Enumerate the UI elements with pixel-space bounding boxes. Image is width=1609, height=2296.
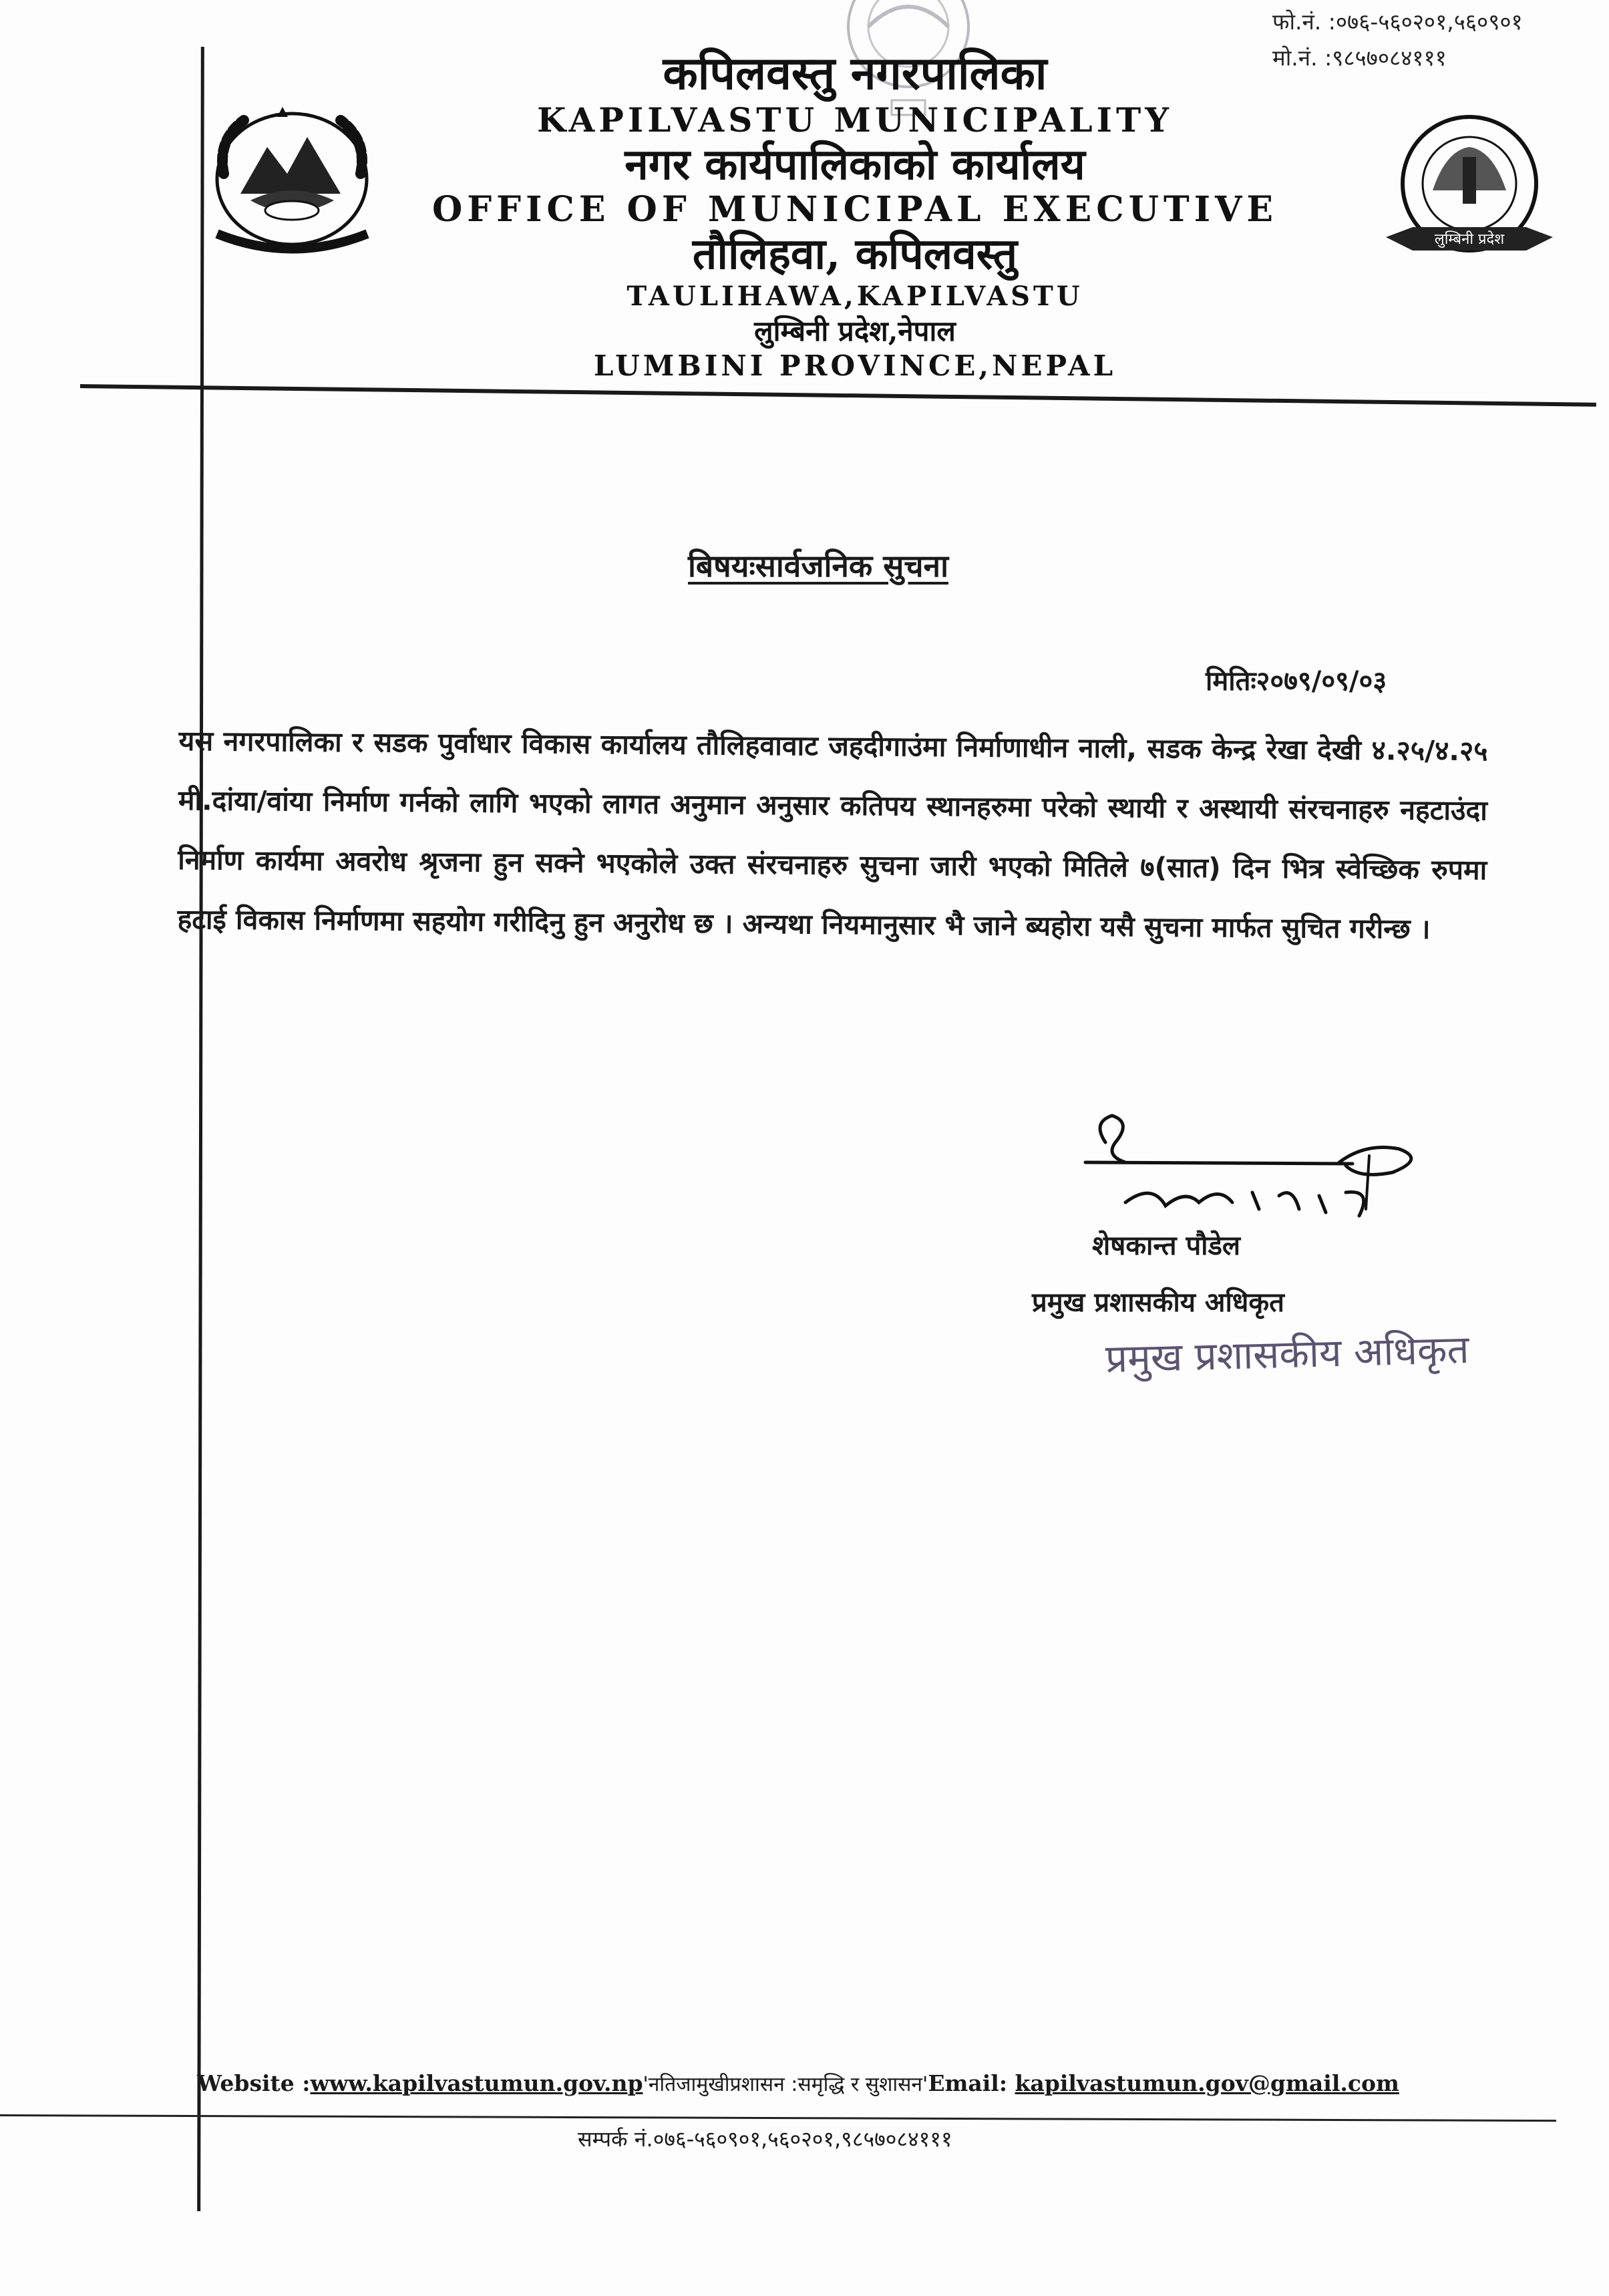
website-label: Website : — [197, 2070, 311, 2096]
place-name-en: TAULIHAWA,KAPILVASTU — [627, 281, 1083, 312]
email-label: Email: — [928, 2070, 1015, 2096]
phone-number: फो.नं. :०७६-५६०२०१,५६०९०१ — [1272, 9, 1523, 35]
website-link[interactable]: www.kapilvastumun.gov.np — [310, 2070, 643, 2096]
letterhead — [294, 47, 1416, 383]
left-margin-line — [197, 47, 204, 2211]
signatory-name: शेषकान्त पौडेल — [1092, 1231, 1241, 1261]
handwritten-signature-icon — [1079, 1102, 1453, 1236]
header-divider — [80, 384, 1596, 407]
footer-website-line — [197, 2070, 1399, 2097]
logo-banner-text: लुम्बिनी प्रदेश — [1434, 231, 1505, 248]
office-name-np: नगर कार्यपालिकाको कार्यालय — [624, 140, 1085, 190]
province-name-en: LUMBINI PROVINCE,NEPAL — [593, 349, 1117, 382]
email-link[interactable]: kapilvastumun.gov@gmail.com — [1015, 2070, 1399, 2096]
designation-stamp: प्रमुख प्रशासकीय अधिकृत — [1105, 1326, 1470, 1382]
mobile-number: मो.नं. :९८५७०८४१११ — [1272, 45, 1447, 71]
footer-contact: सम्पर्क नं.०७६-५६०९०१,५६०२०१,९८५७०८४१११ — [578, 2126, 952, 2152]
notice-body: यस नगरपालिका र सडक पुर्वाधार विकास कार्यालय तौलिहवावाट जहदीगाउंमा निर्माणाधीन नाली, सडक केन्द्र रेखा देखी ४.२५/४.२५ मी.दांया/वांया निर्माण गर्नको लागि भएको लागत अनुमान अनुसार कतिपय स्थानहरुमा परेको स्थायी र अस्थायी संरचनाहरु नहटाउंदा निर्माण कार्यमा अवरोध श्रृजना हुन सक्ने भएकोले उक्त संरचनाहरु सुचना जारी भएको मितिले ७(सात) दिन भित्र स्वेच्छिक रुपमा हटाई विकास निर्माणमा सहयोग गरीदिनु हुन अनुरोध छ । अन्यथा नियमानुसार भै जाने ब्यहोरा यसै सुचना मार्फत सुचित गरीन्छ । — [177, 724, 1488, 945]
province-name-np: लुम्बिनी प्रदेश,नेपाल — [754, 315, 956, 347]
municipality-name-en: KAPILVASTU MUNICIPALITY — [537, 100, 1173, 140]
municipality-name-np: कपिलवस्तु नगरपालिका — [663, 47, 1047, 100]
office-name-en: OFFICE OF MUNICIPAL EXECUTIVE — [431, 189, 1278, 230]
footer-divider — [0, 2114, 1556, 2122]
notice-subject: बिषयःसार्वजनिक सुचना — [688, 548, 948, 584]
notice-date: मितिः२०७९/०९/०३ — [1206, 666, 1387, 697]
signatory-title: प्रमुख प्रशासकीय अधिकृत — [1032, 1287, 1284, 1318]
footer-slogan: 'नतिजामुखीप्रशासन :समृद्धि र सुशासन' — [643, 2073, 928, 2096]
place-name-np: तौलिहवा, कपिलवस्तु — [692, 229, 1018, 279]
